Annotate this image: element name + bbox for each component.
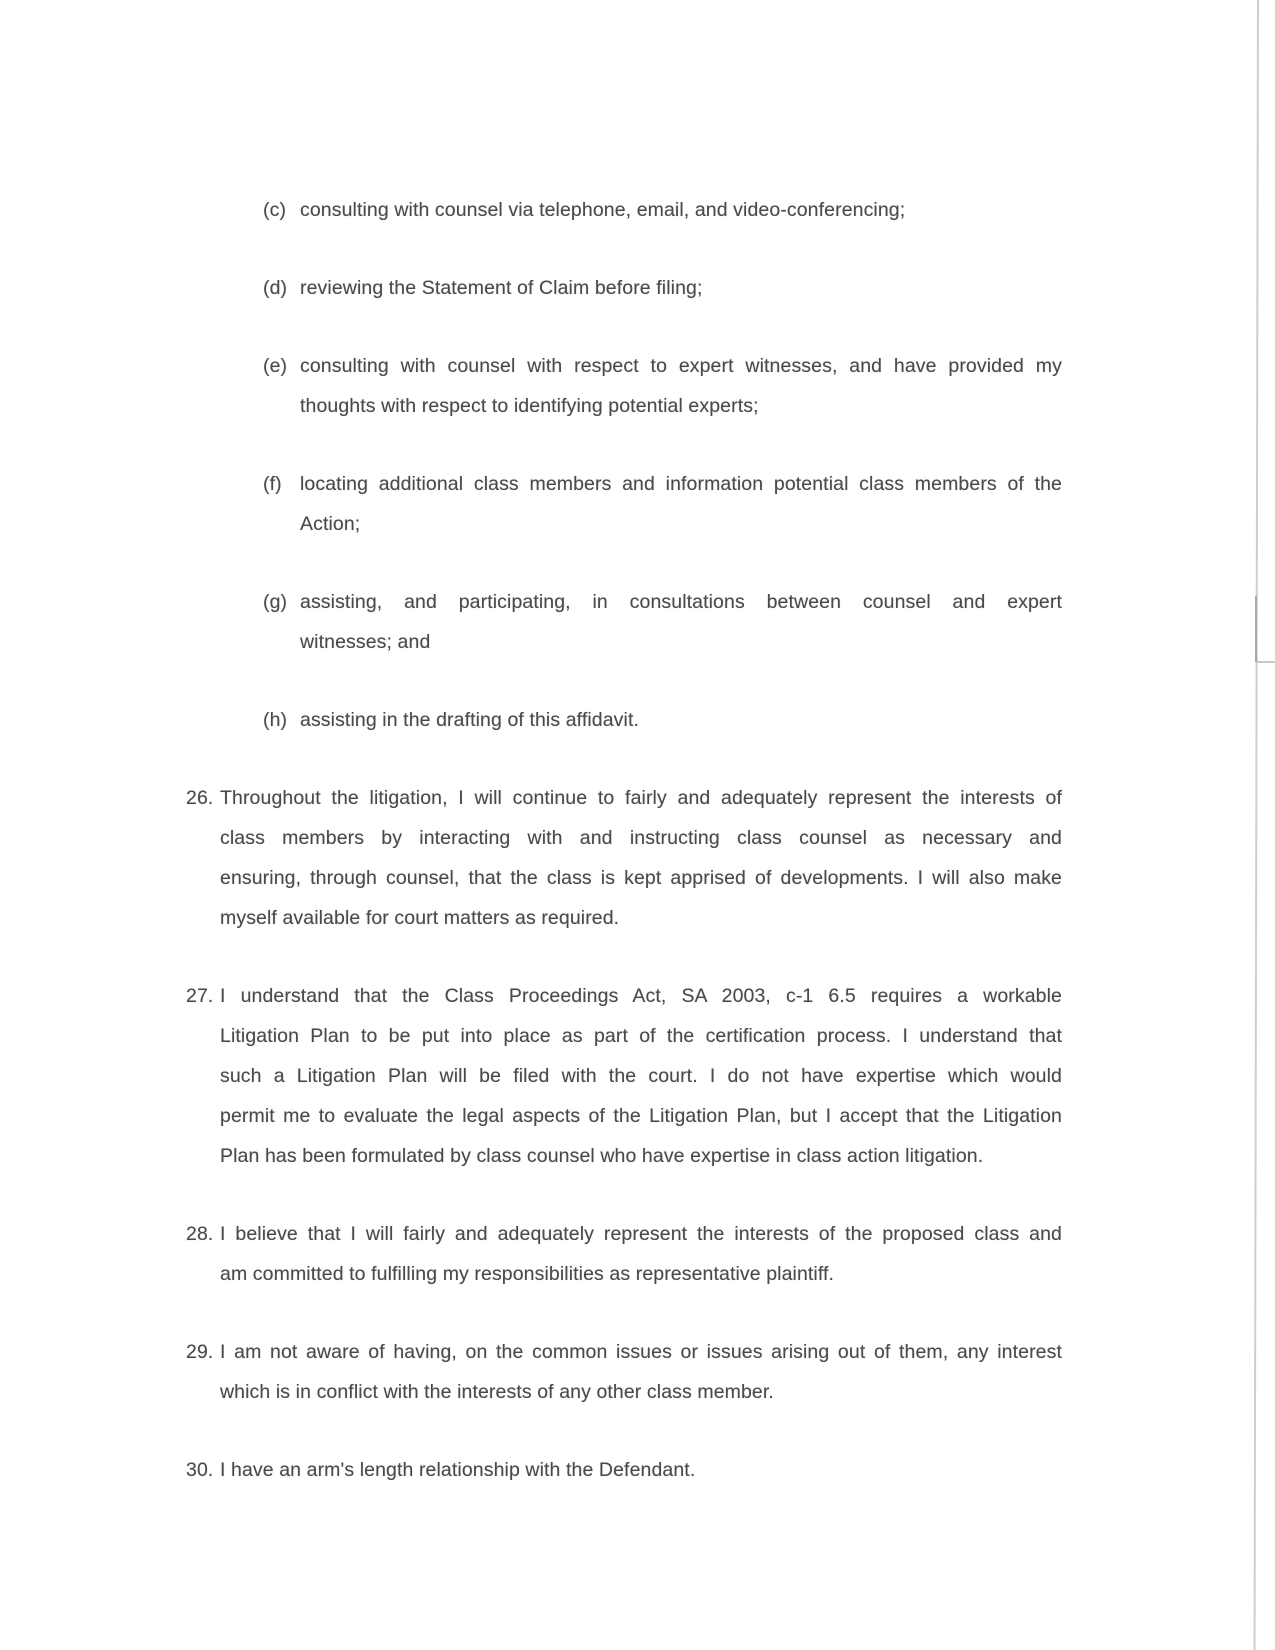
paragraph-line: class members by interacting with and instructing class counsel as necessary and <box>220 827 1062 849</box>
scan-edge-horizontal-tick <box>1257 661 1275 663</box>
list-item <box>0 190 1275 230</box>
paragraph-line: I have an arm's length relationship with the Defendant. <box>220 1459 696 1481</box>
paragraph-line: such a Litigation Plan will be filed with the court. I do not have expertise which would <box>220 1065 1062 1087</box>
paragraph <box>0 1450 1275 1490</box>
list-item-line: Action; <box>300 513 361 535</box>
list-item-label: (c) <box>263 199 287 221</box>
paragraph <box>0 1214 1275 1294</box>
paragraph-line: ensuring, through counsel, that the class is kept apprised of developments. I will also make <box>220 867 1062 889</box>
list-item-line: assisting in the drafting of this affidavit. <box>300 709 639 731</box>
paragraph-text <box>220 778 1062 938</box>
list-item-line: consulting with counsel with respect to expert witnesses, and have provided my <box>300 355 1062 377</box>
list-item-text <box>300 582 1062 662</box>
list-item <box>0 700 1275 740</box>
list-item-line: consulting with counsel via telephone, email, and video-conferencing; <box>300 199 906 221</box>
paragraph-line: myself available for court matters as required. <box>220 907 620 929</box>
list-item-line: reviewing the Statement of Claim before filing; <box>300 277 703 299</box>
paragraph <box>0 778 1275 938</box>
paragraph-line: I am not aware of having, on the common issues or issues arising out of them, any interest <box>220 1341 1062 1363</box>
list-item-text <box>300 346 1062 426</box>
paragraph-line: am committed to fulfilling my responsibilities as representative plaintiff. <box>220 1263 835 1285</box>
paragraph-text <box>220 976 1062 1176</box>
paragraph-number: 29. <box>186 1341 214 1363</box>
list-item-label: (d) <box>263 277 288 299</box>
paragraph-number: 30. <box>186 1459 214 1481</box>
list-item-label: (g) <box>263 591 288 613</box>
list-item-text <box>300 464 1062 544</box>
list-item-text <box>300 190 1062 230</box>
list-item-label: (e) <box>263 355 288 377</box>
list-item-label: (f) <box>263 473 282 495</box>
affidavit-body <box>0 190 1275 1528</box>
paragraph-number: 28. <box>186 1223 214 1245</box>
paragraph-line: permit me to evaluate the legal aspects of the Litigation Plan, but I accept that the Litigation <box>220 1105 1062 1127</box>
paragraph-line: Throughout the litigation, I will continue to fairly and adequately represent the interests of <box>220 787 1062 809</box>
list-item-line: locating additional class members and information potential class members of the <box>300 473 1062 495</box>
paragraph-number: 27. <box>186 985 214 1007</box>
list-item-line: thoughts with respect to identifying potential experts; <box>300 395 759 417</box>
paragraph-line: I believe that I will fairly and adequately represent the interests of the proposed class and <box>220 1223 1062 1245</box>
list-item <box>0 582 1275 662</box>
list-item-label: (h) <box>263 709 288 731</box>
list-item-text <box>300 268 1062 308</box>
paragraph-text <box>220 1450 1062 1490</box>
list-item <box>0 346 1275 426</box>
list-item-line: assisting, and participating, in consultations between counsel and expert <box>300 591 1062 613</box>
paragraph-text <box>220 1214 1062 1294</box>
list-item-line: witnesses; and <box>300 631 431 653</box>
list-item <box>0 464 1275 544</box>
paragraph-line: I understand that the Class Proceedings Act, SA 2003, c-1 6.5 requires a workable <box>220 985 1062 1007</box>
paragraph-line: which is in conflict with the interests of any other class member. <box>220 1381 774 1403</box>
paragraph-number: 26. <box>186 787 214 809</box>
paragraph-text <box>220 1332 1062 1412</box>
list-item-text <box>300 700 1062 740</box>
scan-edge-line-dark-segment <box>1255 596 1257 662</box>
list-item <box>0 268 1275 308</box>
paragraph-line: Plan has been formulated by class counsel who have expertise in class action litigation. <box>220 1145 984 1167</box>
paragraph <box>0 976 1275 1176</box>
paragraph <box>0 1332 1275 1412</box>
paragraph-line: Litigation Plan to be put into place as part of the certification process. I understand that <box>220 1025 1062 1047</box>
